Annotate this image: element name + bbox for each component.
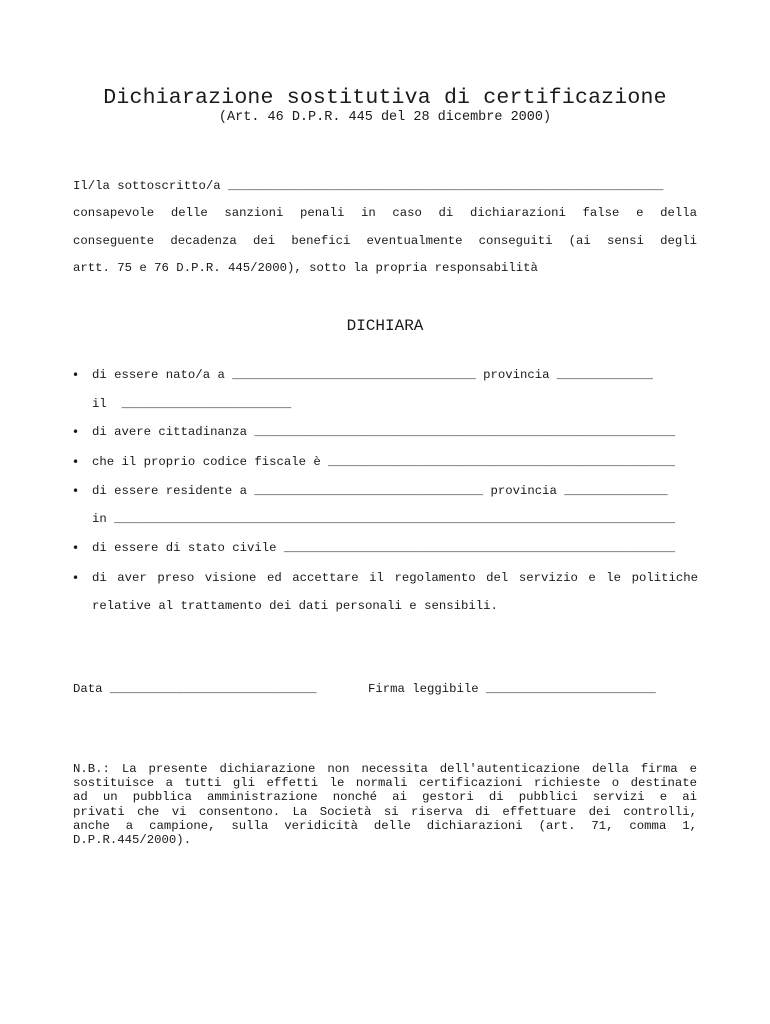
residence-line: di essere residente a _______________________________ provincia ______________: [92, 484, 668, 498]
note-line: sostituisce a tutti gli effetti le normali certificazioni richieste o destinate: [73, 776, 697, 791]
intro-text-line: conseguente decadenza dei benefici eventualmente conseguiti (ai sensi degli: [73, 234, 697, 248]
bullet-icon: •: [72, 368, 80, 382]
undersigned-line: Il/la sottoscritto/a ___________________________________________________________: [73, 179, 664, 193]
note-line: N.B.: La presente dichiarazione non necessita dell'autenticazione della firma e: [73, 762, 697, 776]
date-field-line: Data ____________________________: [73, 682, 317, 696]
residence-address-line: in ____________________________________________________________________________: [92, 512, 675, 526]
intro-text-line: artt. 75 e 76 D.P.R. 445/2000), sotto la propria responsabilità: [73, 261, 538, 275]
bullet-icon: •: [72, 541, 80, 555]
bullet-icon: •: [72, 484, 80, 498]
signature-field-line: Firma leggibile _______________________: [368, 682, 656, 696]
declaration-heading: DICHIARA: [346, 317, 424, 335]
birthplace-line: di essere nato/a a _________________________________ provincia _____________: [92, 368, 653, 382]
regulation-line: di aver preso visione ed accettare il regolamento del servizio e le politiche: [92, 571, 698, 585]
tax-code-line: che il proprio codice fiscale è _______________________________________________: [92, 455, 675, 469]
note-line: D.P.R.445/2000).: [73, 833, 192, 848]
note-line: ad un pubblica amministrazione nonché ai gestori di pubblici servizi e ai: [73, 790, 697, 805]
citizenship-line: di avere cittadinanza _________________________________________________________: [92, 425, 675, 439]
legal-note: [73, 762, 697, 847]
bullet-icon: •: [72, 455, 80, 469]
intro-text-line: consapevole delle sanzioni penali in caso di dichiarazioni false e della: [73, 206, 697, 220]
civil-status-line: di essere di stato civile _____________________________________________________: [92, 541, 675, 555]
document-title: Dichiarazione sostitutiva di certificazione: [103, 86, 667, 110]
birth-date-line: il _______________________: [92, 397, 292, 411]
note-line: privati che vi consentono. La Società si riserva di effettuare dei controlli,: [73, 804, 697, 819]
note-line: anche a campione, sulla veridicità delle dichiarazioni (art. 71, comma 1,: [73, 818, 697, 833]
regulation-line: relative al trattamento dei dati personali e sensibili.: [92, 599, 498, 613]
bullet-icon: •: [72, 425, 80, 439]
document-subtitle: (Art. 46 D.P.R. 445 del 28 dicembre 2000): [218, 110, 552, 125]
bullet-icon: •: [72, 571, 80, 585]
